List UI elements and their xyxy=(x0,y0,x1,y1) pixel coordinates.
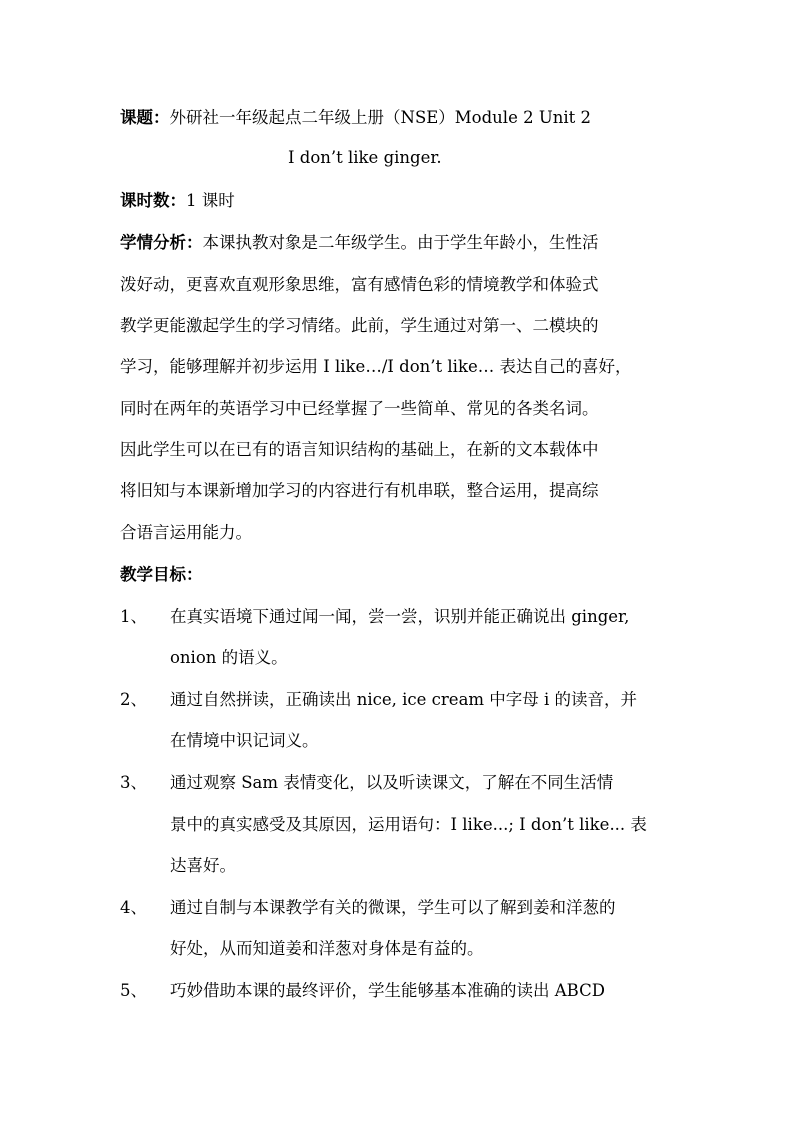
goal-2-line-0: 通过自然拼读，正确读出 nice, ice cream 中字母 i 的读音，并 xyxy=(170,690,638,709)
goal-1-line-0: 在真实语境下通过闻一闻，尝一尝，识别并能正确说出 ginger, xyxy=(170,607,630,626)
analysis-line-7: 合语言运用能力。 xyxy=(120,523,252,542)
goal-5-line-0: 巧妙借助本课的最终评价，学生能够基本准确的读出 ABCD xyxy=(170,981,605,1000)
hours-line xyxy=(120,189,235,213)
topic-text: 外研社一年级起点二年级上册（NSE）Module 2 Unit 2 xyxy=(169,108,592,127)
topic-label: 课题： xyxy=(120,108,170,127)
analysis-line-4: 同时在两年的英语学习中已经掌握了一些简单、常见的各类名词。 xyxy=(120,399,599,418)
goal-2-line-1: 在情境中识记词义。 xyxy=(170,731,319,750)
analysis-line-1: 泼好动，更喜欢直观形象思维，富有感情色彩的情境教学和体验式 xyxy=(120,275,599,294)
goal-1-line-1: onion 的语义。 xyxy=(170,648,288,667)
hours-label: 课时数： xyxy=(120,191,186,210)
analysis-label: 学情分析： xyxy=(120,233,203,252)
topic-line xyxy=(120,106,591,130)
analysis-line-0 xyxy=(120,231,599,255)
goal-3-line-0: 通过观察 Sam 表情变化，以及听读课文，了解在不同生活情 xyxy=(170,773,614,792)
analysis-text-0: 本课执教对象是二年级学生。由于学生年龄小，生性活 xyxy=(202,233,599,252)
analysis-line-6: 将旧知与本课新增加学习的内容进行有机串联，整合运用，提高综 xyxy=(120,481,599,500)
goal-5-number: 5、 xyxy=(120,981,147,1000)
goal-2-number: 2、 xyxy=(120,690,147,709)
goal-3-line-2: 达喜好。 xyxy=(170,856,236,875)
analysis-line-3: 学习，能够理解并初步运用 I like…/I don’t like… 表达自己的喜好， xyxy=(120,357,632,376)
goals-heading: 教学目标： xyxy=(120,565,203,584)
goal-1-number: 1、 xyxy=(120,607,147,626)
topic-subtitle: I don’t like ginger. xyxy=(288,148,442,167)
goal-4-line-1: 好处，从而知道姜和洋葱对身体是有益的。 xyxy=(170,939,484,958)
goal-4-number: 4、 xyxy=(120,898,147,917)
goal-3-line-1: 景中的真实感受及其原因，运用语句：I like...; I don’t like... 表 xyxy=(170,815,647,834)
analysis-line-2: 教学更能激起学生的学习情绪。此前，学生通过对第一、二模块的 xyxy=(120,316,599,335)
goal-4-line-0: 通过自制与本课教学有关的微课，学生可以了解到姜和洋葱的 xyxy=(170,898,616,917)
goal-3-number: 3、 xyxy=(120,773,147,792)
hours-text: 1 课时 xyxy=(186,191,235,210)
analysis-line-5: 因此学生可以在已有的语言知识结构的基础上，在新的文本载体中 xyxy=(120,440,599,459)
